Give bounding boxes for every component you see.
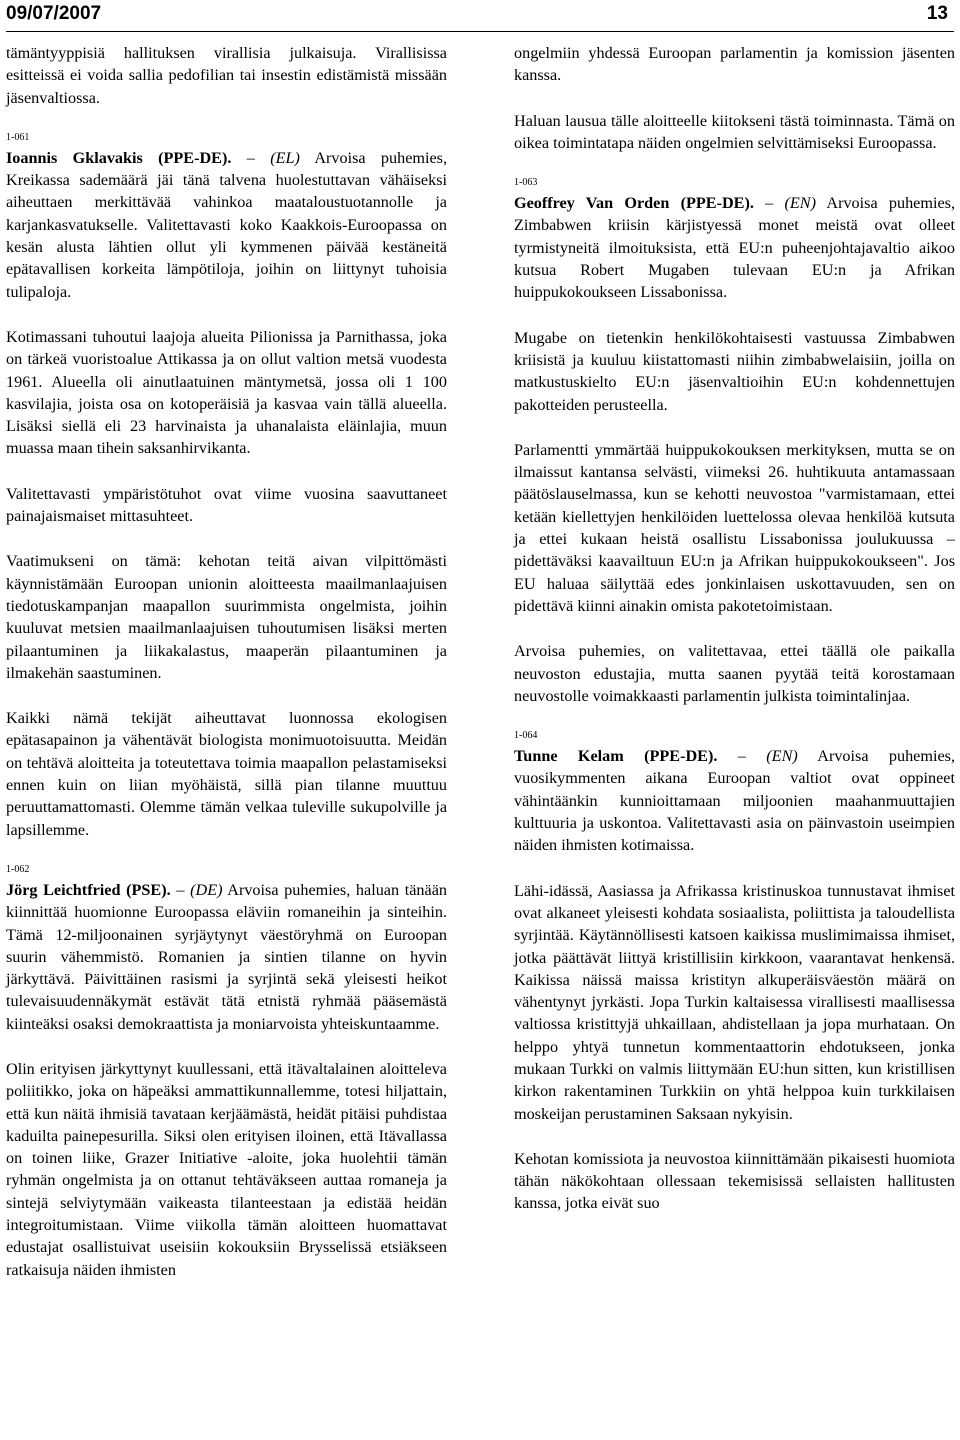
speech-1-062: [6, 864, 447, 1281]
speech-number: 1-064: [514, 730, 538, 742]
paragraph: tämäntyyppisiä hallituksen virallisia julkaisuja. Virallisissa esitteissä ei voida sallia pedofilian tai insestin edistämistä missään jäsenvaltiossa.: [6, 44, 447, 107]
paragraph: [514, 745, 955, 856]
language-code: (EL): [270, 148, 300, 167]
paragraph: Lähi-idässä, Aasiassa ja Afrikassa kristinuskoa tunnustavat ihmiset ovat alkaneet yleisesti kohdata sosiaalista, poliittista ja taloudellista syrjintää. Käytännöllisesti katsoen kaikissa muslimimaissa ihmiset, jotka päättävät liittyä kristillisiin kirkkoon, vaarantavat henkensä. Kaikissa näissä maissa kristityn alkuperäisväestön määrä on vähentynyt jyrkästi. Jopa Turkin kaltaisessa virallisesti maallisessa valtiossa kristittyjä uhkaillaan, ahdistellaan ja jopa murhataan. On helppo yhtyä tunnetun kommentaattorin ehdotukseen, jonka mukaan Turkki on valmis liittymään EU:hun sitten, kun kristillisen kirkon rakentaminen Turkkiin on yhtä helppoa kuin turkkilaisen moskeijan perustaminen Saksaan nykyisin.: [514, 881, 955, 1123]
left-column: [6, 42, 447, 1281]
language-code: (EN): [766, 747, 798, 766]
right-column: [514, 42, 955, 1215]
speaker-name: Tunne Kelam (PPE-DE).: [514, 747, 718, 766]
header-date: 09/07/2007: [6, 3, 102, 24]
paragraph: Olin erityisen järkyttynyt kuullessani, että itävaltalainen aloitteleva poliitikko, joka on häpeäksi ammattikunnallemme, totesi hiljattain, että kun näitä ihmisiä tavataan kerjäämästä, heidät pitäisi puhdistaa kaduilta painepesurilla. Siksi olen erityisen iloinen, että Itävallassa on toinen liike, Grazer Initiative -aloite, joka huolehtii tämän ryhmän ongelmista ja on ottanut tehtäväkseen auttaa romaneja ja sintejä selviytymään vaikeasta tilanteestaan ja edistää heidän integroitumistaan. Viime viikolla tämän aloitteen huomattavat edustajat osallistuivat useisiin kokouksiin Brysselissä etsiäkseen ratkaisuja näiden ihmisten: [6, 1059, 447, 1279]
speech-number: 1-063: [514, 177, 538, 189]
speaker-name: Ioannis Gklavakis (PPE-DE).: [6, 148, 232, 167]
paragraph: Kehotan komissiota ja neuvostoa kiinnittämään pikaisesti huomiota tähän näkökohtaan ollessaan tekemisissä sellaisten hallitusten kanssa, jotka eivät suo: [514, 1149, 955, 1213]
paragraph: Vaatimukseni on tämä: kehotan teitä aivan vilpittömästi käynnistämään Euroopan unionin aloitteesta maailmanlaajuisen tiedotuskampanjan maapallon suurimmista ongelmista, joihin kuuluvat metsien maailmanlaajuisen tuhoutumisen lisäksi merten pilaantuminen ja liikakalastus, maaperän pilaantuminen ja ilmakehän saastuminen.: [6, 552, 447, 682]
paragraph: Arvoisa puhemies, on valitettavaa, ettei täällä ole paikalla neuvoston edustajia, mutta saanen pyytää teitä korostamaan neuvostolle voimakkaasti parlamentin julkista toimintalinjaa.: [514, 642, 955, 705]
paragraph-text: Arvoisa puhemies, Zimbabwen kriisin kärjistyessä monet meistä ovat olleet tyrmistyneitä ilmoituksista, että EU:n puheenjohtajavaltio aikoo kutsua Robert Mugaben tulevaan EU:n ja Afrikan huippukokoukseen Lissabonissa.: [514, 194, 955, 302]
dash-separator: –: [170, 880, 191, 899]
speaker-name: Geoffrey Van Orden (PPE-DE).: [514, 194, 754, 213]
paragraph: ongelmiin yhdessä Euroopan parlamentin ja komission jäsenten kanssa.: [514, 44, 955, 85]
dash-separator: –: [753, 194, 785, 213]
paragraph: Parlamentti ymmärtää huippukokouksen merkityksen, mutta se on ilmaissut kantansa selvästi, viimeksi 26. huhtikuuta antamassaan päätöslauselmassa, kun se kehotti neuvostoa "varmistamaan, ettei ketään kiellettyjen henkilöiden luettelossa olevaa henkilöä kutsuta ja ettei kukaan heistä osallistu Lissabonissa joulukuussa – pidettäväksi kaavailtuun EU:n ja Afrikan huippukokoukseen". Jos EU haluaa säilyttää edes jonkinlaisen uskottavuuden, sen on pidettävä kiinni ainakin omista pakotetoimistaan.: [514, 440, 955, 615]
page-number: 13: [926, 3, 948, 24]
speech-number: 1-061: [6, 131, 30, 143]
speech-1-064: [514, 730, 955, 1215]
paragraph: Kotimassani tuhoutui laajoja alueita Pilionissa ja Parnithassa, joka on tärkeä vuoristoalue Attikassa ja on ollut valtion metsä vuodesta 1961. Alueella oli ainutlaatuinen mäntymetsä, jossa oli 1 100 kasvilajia, joista osa on kotoperäisiä ja kasvaa vain tällä alueella. Lisäksi siellä eli 23 harvinaista ja uhanalaista eläinlajia, muun muassa maan tihein saksanhirvikanta.: [6, 327, 447, 458]
page-header: [6, 0, 948, 32]
header-divider: [6, 31, 954, 32]
dash-separator: –: [231, 148, 271, 167]
paragraph: [514, 192, 955, 303]
speech-1-063: [514, 177, 955, 707]
speaker-name: Jörg Leichtfried (PSE).: [6, 880, 171, 899]
speech-1-061: [6, 132, 447, 841]
dash-separator: –: [717, 747, 767, 766]
paragraph: Kaikki nämä tekijät aiheuttavat luonnossa ekologisen epätasapainon ja vähentävät biologista monimuotoisuutta. Meidän on tehtävä aloitteita ja toteutettava toimia maapallon pelastamiseksi ennen kuin on liian myöhäistä, sillä pian tilanne muuttuu peruuttamattomasti. Olemme tämän velkaa tuleville sukupolville ja lapsillemme.: [6, 709, 447, 839]
paragraph: Mugabe on tietenkin henkilökohtaisesti vastuussa Zimbabwen kriisistä ja kuuluu kiistattomasti niihin zimbabwelaisiin, joilla on matkustuskielto EU:n jäsenvaltioihin EU:n kohdennettujen pakotteiden perusteella.: [514, 328, 955, 414]
paragraph-text: Arvoisa puhemies, Kreikassa sademäärä jäi tänä talvena huolestuttavan vähäiseksi aiheuttaen merkittävää vahinkoa maataloustuotannolle ja karjankasvatukselle. Valitettavasti koko Kaakkois-Euroopassa on kesän alusta lähtien ollut yli kymmenen päivää kestäneitä epätavallisen korkeita lämpötiloja, joihin on liittynyt tuhoisia tulipaloja.: [6, 148, 447, 301]
paragraph: Valitettavasti ympäristötuhot ovat viime vuosina saavuttaneet painajaismaiset mittasuhteet.: [6, 484, 447, 526]
paragraph: [6, 147, 447, 303]
paragraph-text: Arvoisa puhemies, haluan tänään kiinnittää huomionne Euroopassa eläviin romaneihin ja sinteihin. Tämä 12-miljoonainen syrjäytynyt väestöryhmä on Euroopan suurin vähemmistö. Romanien ja sintien tilanne on hyvin järkyttävä. Päivittäinen rasismi ja syrjintä sekä yleisesti heikot tulevaisuudennäkymät estävät tätä etnistä ryhmää pääsemästä kiinteäksi osaksi demokraattista ja moniarvoista yhteiskuntaamme.: [6, 880, 447, 1033]
paragraph: Haluan lausua tälle aloitteelle kiitokseni tästä toiminnasta. Tämä on oikea toimintatapa näiden ongelmien selvittämiseksi Euroopassa.: [514, 111, 955, 152]
speech-number: 1-062: [6, 863, 30, 875]
language-code: (EN): [784, 194, 816, 213]
paragraph-text: Arvoisa puhemies, vuosikymmenten aikana Euroopan valtiot ovat oppineet vähintäänkin kunnioittamaan miljoonien maahanmuuttajien kulttuuria ja uskontoa. Valitettavasti asia on päinvastoin useimpien näiden ihmisten kotimaissa.: [514, 747, 955, 855]
language-code: (DE): [190, 880, 223, 899]
paragraph: [6, 879, 447, 1035]
